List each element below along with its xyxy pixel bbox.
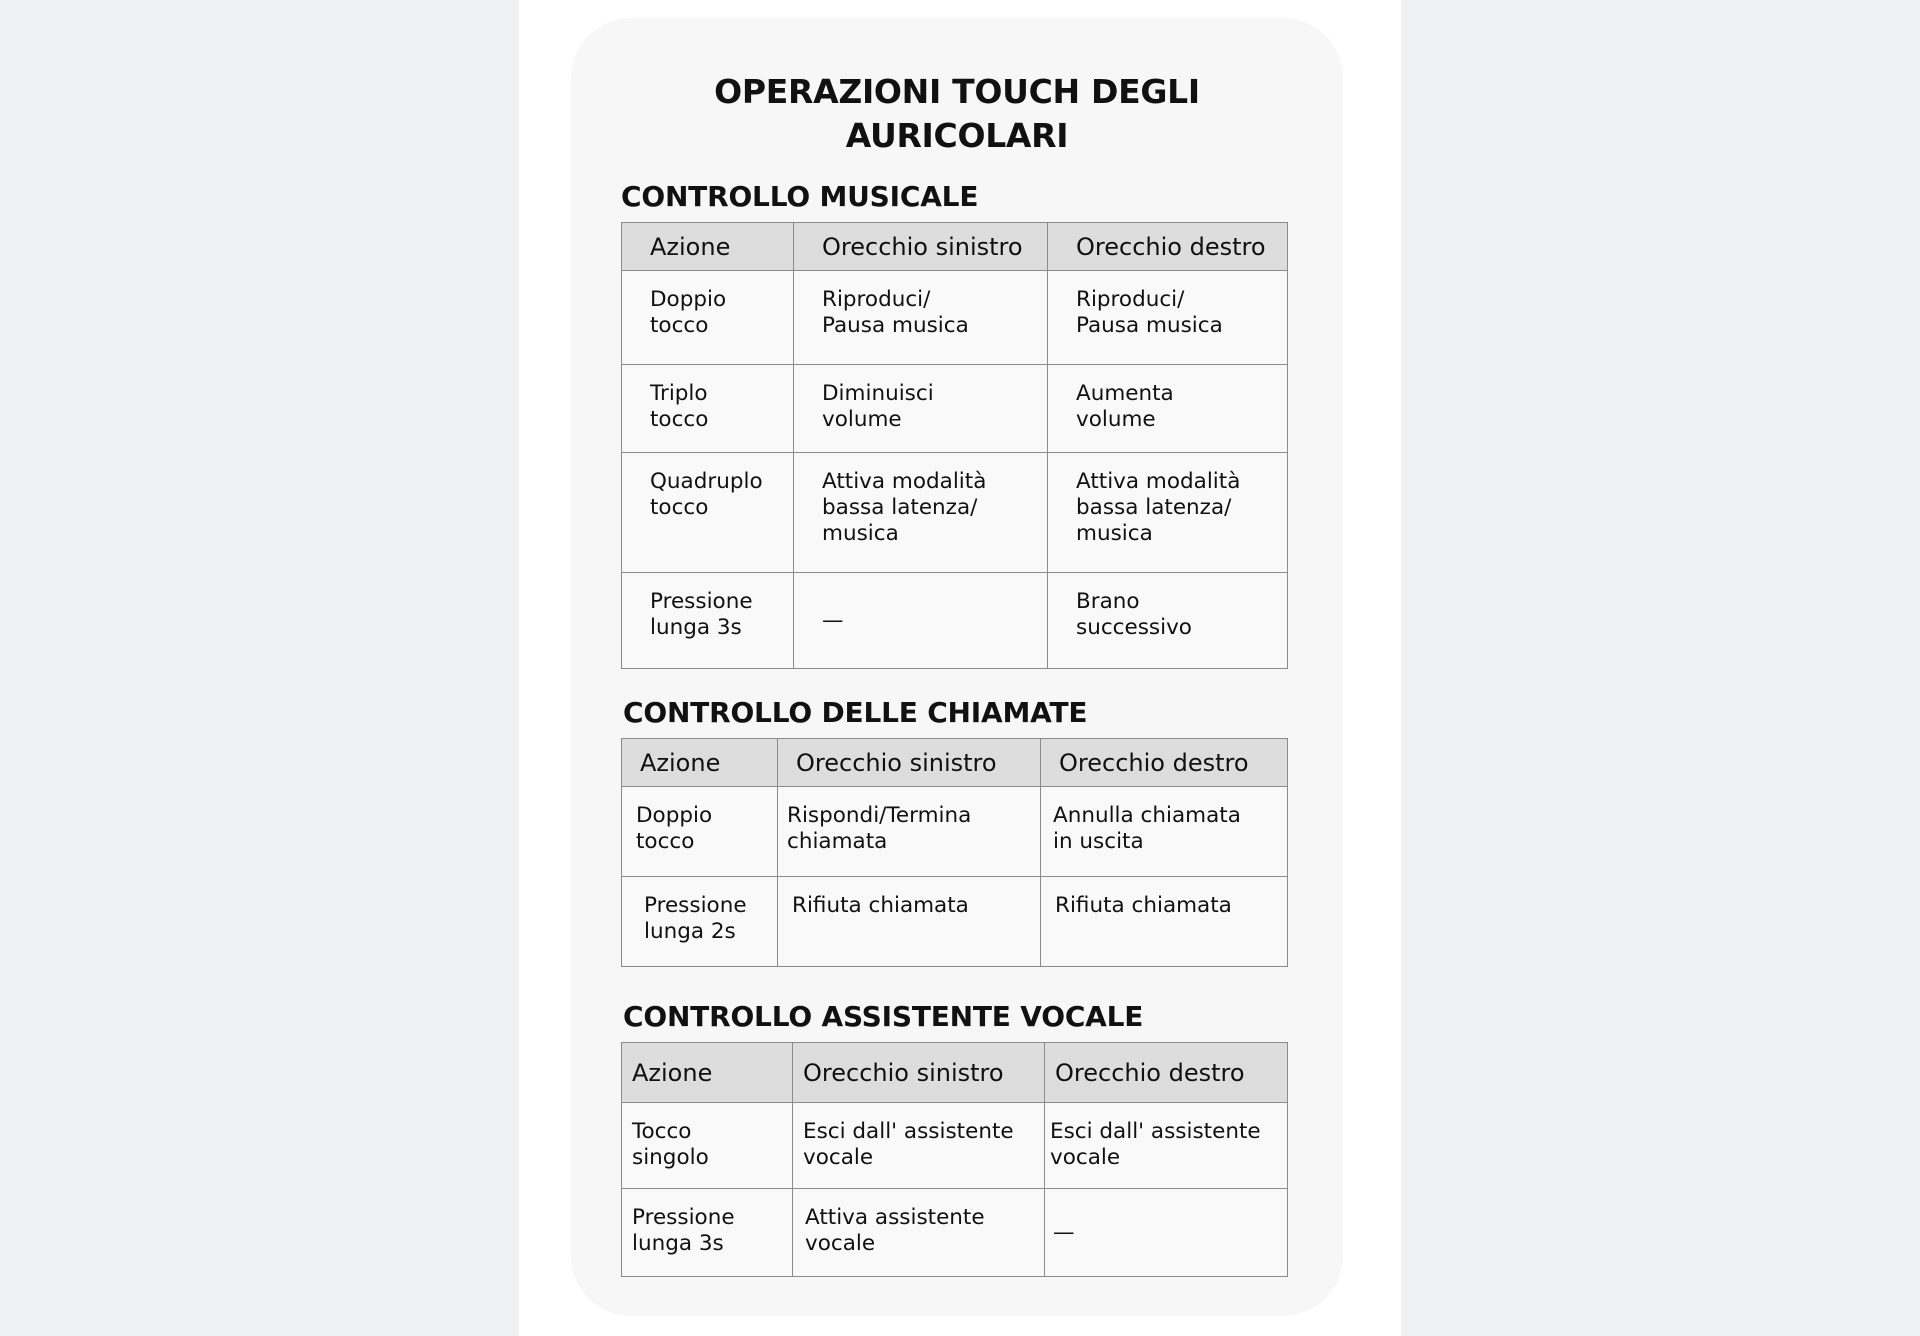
cell-action: Triplo tocco [622, 365, 794, 453]
title-line-1: OPERAZIONI TOUCH DEGLI [714, 72, 1200, 111]
cell-left: Riproduci/ Pausa musica [794, 271, 1048, 365]
title-line-2: AURICOLARI [845, 116, 1069, 155]
section-title-music: CONTROLLO MUSICALE [621, 180, 979, 213]
cell-action: Quadruplo tocco [622, 453, 794, 573]
header-action: Azione [622, 223, 794, 271]
cell-right: Annulla chiamata in uscita [1041, 787, 1288, 877]
header-left-ear: Orecchio sinistro [793, 1043, 1045, 1103]
page-title [571, 70, 1343, 158]
header-action: Azione [622, 1043, 793, 1103]
cell-right: Brano successivo [1048, 573, 1288, 669]
cell-left: Rifiuta chiamata [778, 877, 1041, 967]
header-right-ear: Orecchio destro [1041, 739, 1288, 787]
table-row [622, 787, 1288, 877]
cell-left: Rispondi/Termina chiamata [778, 787, 1041, 877]
cell-right: Aumenta volume [1048, 365, 1288, 453]
cell-action: Doppio tocco [622, 271, 794, 365]
music-control-table [621, 222, 1288, 669]
voice-assistant-table [621, 1042, 1288, 1277]
cell-left: Attiva modalità bassa latenza/ musica [794, 453, 1048, 573]
cell-action: Doppio tocco [622, 787, 778, 877]
cell-action: Pressione lunga 2s [622, 877, 778, 967]
table-row [622, 271, 1288, 365]
header-right-ear: Orecchio destro [1045, 1043, 1288, 1103]
cell-right: Esci dall' assistente vocale [1045, 1103, 1288, 1189]
cell-left: Diminuisci volume [794, 365, 1048, 453]
table-header-row [622, 739, 1288, 787]
table-row [622, 1189, 1288, 1277]
table-header-row [622, 1043, 1288, 1103]
cell-left: — [794, 573, 1048, 669]
cell-right: — [1045, 1189, 1288, 1277]
table-row [622, 877, 1288, 967]
cell-action: Tocco singolo [622, 1103, 793, 1189]
cell-right: Riproduci/ Pausa musica [1048, 271, 1288, 365]
table-row [622, 453, 1288, 573]
cell-action: Pressione lunga 3s [622, 1189, 793, 1277]
content-card [571, 18, 1343, 1316]
table-row [622, 365, 1288, 453]
table-row [622, 1103, 1288, 1189]
table-row [622, 573, 1288, 669]
cell-right: Attiva modalità bassa latenza/ musica [1048, 453, 1288, 573]
page [519, 0, 1401, 1336]
section-title-calls: CONTROLLO DELLE CHIAMATE [623, 696, 1088, 729]
cell-left: Esci dall' assistente vocale [793, 1103, 1045, 1189]
header-action: Azione [622, 739, 778, 787]
header-left-ear: Orecchio sinistro [794, 223, 1048, 271]
cell-left: Attiva assistente vocale [793, 1189, 1045, 1277]
section-title-voice-assistant: CONTROLLO ASSISTENTE VOCALE [623, 1000, 1144, 1033]
call-control-table [621, 738, 1288, 967]
table-header-row [622, 223, 1288, 271]
cell-action: Pressione lunga 3s [622, 573, 794, 669]
header-right-ear: Orecchio destro [1048, 223, 1288, 271]
cell-right: Rifiuta chiamata [1041, 877, 1288, 967]
header-left-ear: Orecchio sinistro [778, 739, 1041, 787]
